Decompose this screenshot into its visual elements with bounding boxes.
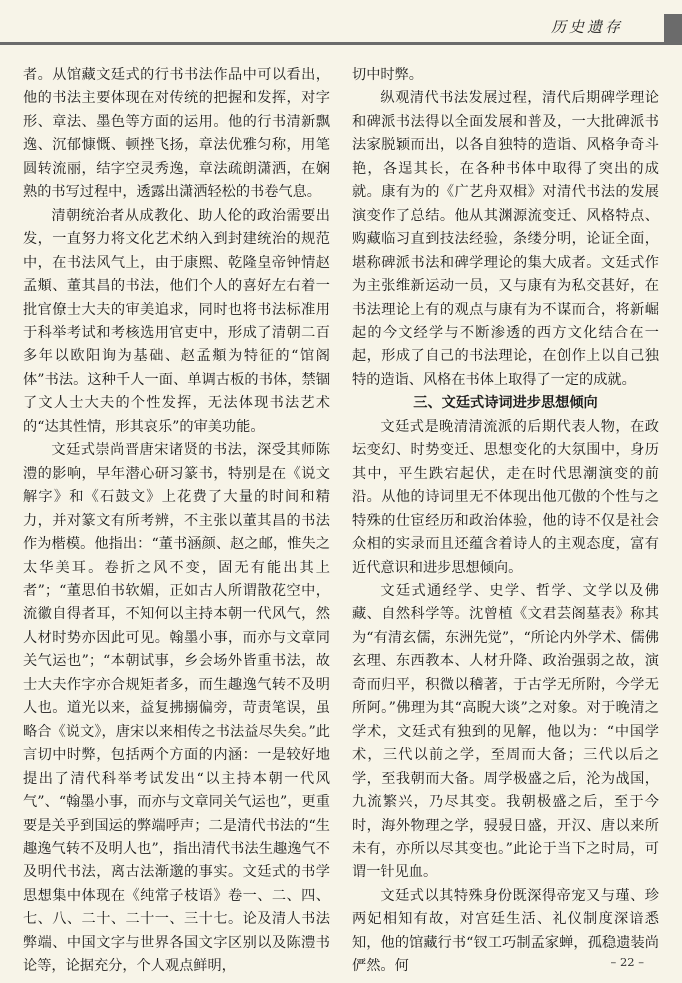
paragraph: 切中时弊。 xyxy=(352,67,423,83)
paragraph: 者。从馆藏文廷式的行书书法作品中可以看出，他的书法主要体现在对传统的把握和发挥，对字形、章法、墨色等方面的运用。他的行书清新飘逸、沉郁慷慨、顿挫飞扬，章法优雅匀称，用笔圆转流丽，结字空灵秀逸，章法疏朗潇洒，在娴熟的书写过程中，透露出潇洒轻松的书卷气息。 xyxy=(23,67,330,201)
section-heading: 三、文廷式诗词进步思想倾向 xyxy=(413,395,598,412)
page-number: – 22 – xyxy=(610,955,644,969)
paragraph: 纵观清代书法发展过程，清代后期碑学理论和碑派书法得以全面发展和普及，一大批碑派书法家脱颖而出，以各自独特的造诣、风格争奇斗艳，各逞其长，在各种书体中取得了突出的成就。康有为的《广艺舟双楫》对清代书法的发展演变作了总结。他从其渊源流变迁、风格特点、购藏临习直到技法经验，条缕分明，论证全面，堪称碑派书法和碑学理论的集大成者。文廷式作为主张维新运动一员，又与康有为私交甚好，在书法理论上有的观点与康有为不谋而合，将新崛起的今文经学与不断渗透的西方文化结合在一起，形成了自己的书法理论，在创作上以自己独特的造诣、风格在书体上取得了一定的成就。 xyxy=(352,90,659,388)
header-rule xyxy=(0,42,682,45)
paragraph: 文廷式崇尚晋唐宋诸贤的书法，深受其师陈澧的影响，早年潜心研习篆书，特别是在《说文解字》和《石鼓文》上花费了大量的时间和精力，并对篆文有所考辨，不主张以董其昌的书法作为楷模。他指出：“董书涵颜、赵之邮，惟失之太华美耳。卷折之风不变，固无有能出其上者”；“董思伯书软媚，正如古人所谓散花空中，流徽自得者耳，不知何以主持本朝一代风气，然人材时势亦因此可见。翰墨小事，而亦与文章同关气运也”；“本朝试事，乡会场外皆重书法，故士大夫作字亦合规矩者多，而生趣逸气转不及明人也。道光以来，益复拂搦偏旁，苛责笔误，虽略合《说文》，唐宋以来相传之书法益尽失矣。”此言切中时弊，包括两个方面的内涵：一是较好地提出了清代科举考试发出“以主持本朝一代风气”、“翰墨小事，而亦与文章同关气运也”，更重要是关乎到国运的弊端呼声；二是清代书法的“生趣逸气转不及明人也”，指出清代书法生趣逸气不及明代书法，离古法渐邈的事实。文廷式的书学思想集中体现在《纯常子枝语》卷一、二、四、七、八、二十、二十一、三十七。论及清人书法弊端、中国文字与世界各国文字区别以及陈澧书论等，论据充分，个人观点鲜明， xyxy=(23,442,330,975)
right-column xyxy=(352,64,659,979)
paragraph: 文廷式通经学、史学、哲学、文学以及佛藏、自然科学等。沈曾植《文君芸阁墓表》称其为“有清玄儒，东洲先觉”，“所论内外学术、儒佛玄理、东西教本、人材升降、政治强弱之故，演奇而归平，积微以稽著，于古学无所附，今学无所阿。”佛理为其“高睨大谈”之对象。对于晚清之学术，文廷式有独到的见解，他以为：“中国学术，三代以前之学，至周而大备；三代以后之学，至我朝而大备。周学极盛之后，沦为战国，九流繁兴，乃尽其变。我朝极盛之后，至于今时，海外物理之学，骎骎日盛，开汉、唐以来所未有，亦所以尽其变也。”此论于当下之时局，可谓一针见血。 xyxy=(352,582,659,881)
paragraph: 文廷式以其特殊身份既深得帝宠又与瑾、珍两妃相知有故，对宫廷生活、礼仪制度深谙悉知，他的馆藏行书“钗工巧制孟家蝉，孤稳遗装尚俨然。何 xyxy=(352,887,659,975)
left-column xyxy=(23,64,330,979)
section-title: 历史遗存 xyxy=(550,18,623,36)
paragraph: 清朝统治者从成教化、助人伦的政治需要出发，一直努力将文化艺术纳入到封建统治的规范中，在书法风气上，由于康熙、乾隆皇帝钟情赵孟頫、董其昌的书法，他们个人的喜好左右着一批官僚士大夫的审美追求，同时也将书法标准用于科举考试和考核选用官吏中，形成了清朝二百多年以欧阳询为基础、赵孟頫为特征的“馆阁体”书法。这种千人一面、单调古板的书体，禁锢了文人士大夫的个性发挥，无法体现书法艺术的“达其性情，形其哀乐”的审美功能。 xyxy=(23,207,330,435)
paragraph: 文廷式是晚清清流派的后期代表人物，在政坛变幻、时势变迁、思想变化的大氛围中，身历其中，平生跌宕起伏，走在时代思潮演变的前沿。从他的诗词里无不体现出他兀傲的个性与之特殊的仕宦经历和政治体验，他的诗不仅是社会众相的实录而且还蕴含着诗人的主观态度，富有近代意识和进步思想倾向。 xyxy=(352,418,659,576)
header-corner-block xyxy=(664,14,682,45)
